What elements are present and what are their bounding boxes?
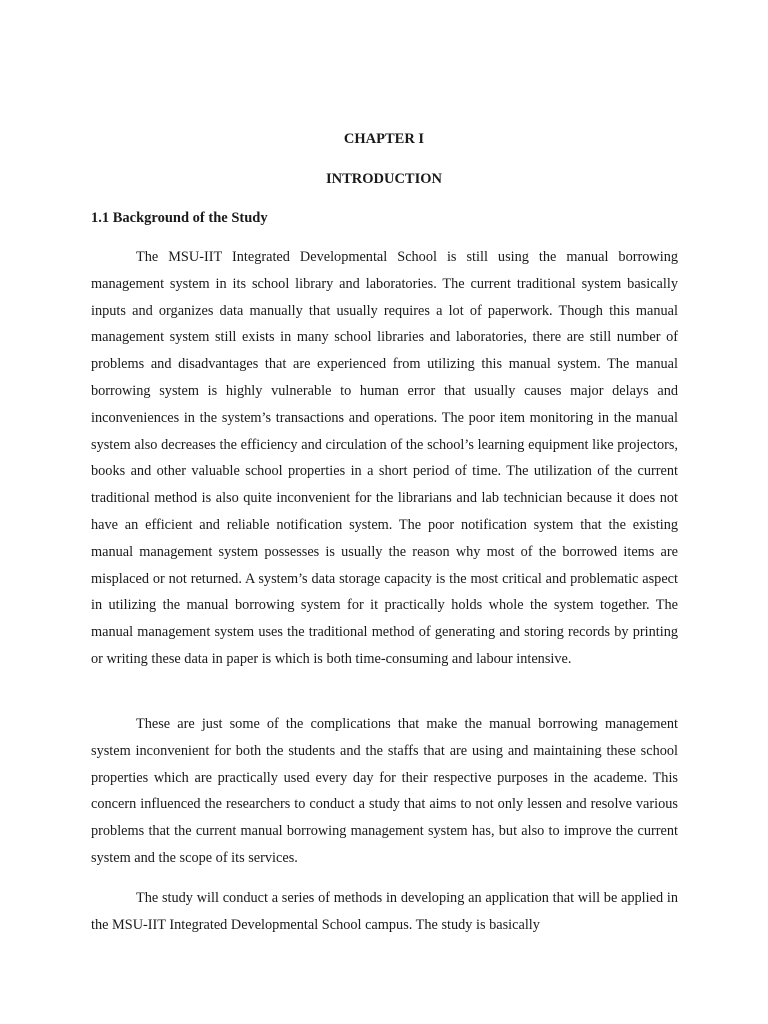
paragraph-1-block: [91, 244, 678, 673]
section-heading: 1.1 Background of the Study: [91, 210, 268, 226]
paragraph: These are just some of the complications that make the manual borrowing management system inconvenient for both the students and the staffs that are using and maintaining these school properties which are practically used every day for their respective purposes in the academe. This concern influenced the researchers to conduct a study that aims to not only lessen and resolve various problems that the current manual borrowing management system has, but also to improve the current system and the scope of its services.: [91, 716, 678, 866]
paragraph-2-block: [91, 711, 678, 872]
chapter-label: CHAPTER I: [343, 131, 425, 147]
paragraph: The study will conduct a series of methods in developing an application that will be applied in the MSU-IIT Integrated Developmental School campus. The study is basically: [91, 890, 678, 933]
paragraph-3-block: [91, 885, 678, 939]
chapter-title: INTRODUCTION: [325, 171, 442, 187]
paragraph: The MSU-IIT Integrated Developmental School is still using the manual borrowing management system in its school library and laboratories. The current traditional system basically inputs and organizes data manually that usually requires a lot of paperwork. Though this manual management system still exists in many school libraries and laboratories, there are still number of problems and disadvantages that are experienced from utilizing this manual system. The manual borrowing system is highly vulnerable to human error that usually causes major delays and inconveniences in the system’s transactions and operations. The poor item monitoring in the manual system also decreases the efficiency and circulation of the school’s learning equipment like projectors, books and other valuable school properties in a short period of time. The utilization of the current traditional method is also quite inconvenient for the librarians and lab technician because it does not have an efficient and reliable notification system. The poor notification system that the existing manual management system possesses is usually the reason why most of the borrowed items are misplaced or not returned. A system’s data storage capacity is the most critical and problematic aspect in utilizing the manual borrowing system for it practically holds whole the system together. The manual management system uses the traditional method of generating and storing records by printing or writing these data in paper is which is both time-consuming and labour intensive.: [91, 249, 678, 667]
